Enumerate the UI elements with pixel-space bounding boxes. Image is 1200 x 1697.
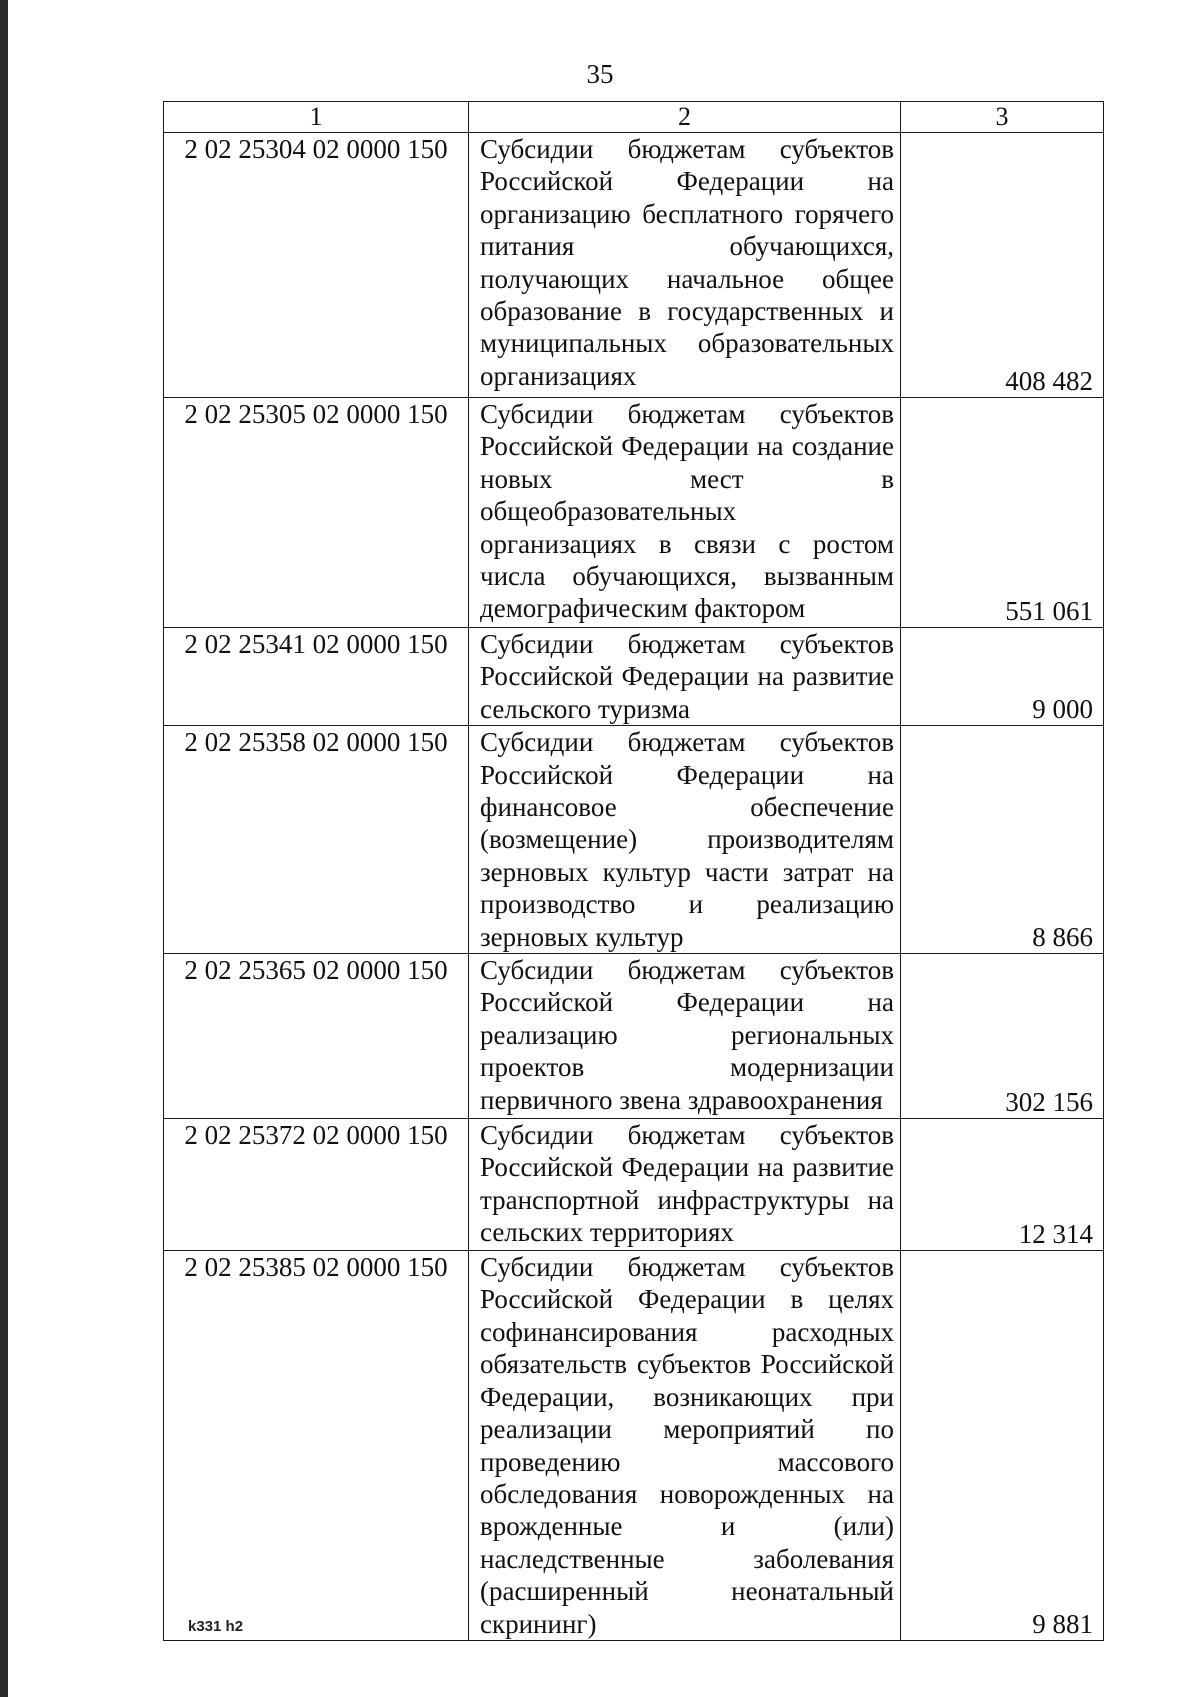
table-row [164,133,1104,398]
budget-code: 2 02 25372 02 0000 150 [164,1119,469,1251]
description-cell [469,1119,901,1251]
scan-edge [0,0,8,1697]
description-text: Субсидии бюджетам субъектов Российской Федерации на создание новых мест в общеобразовательных организациях в связи с ростом числа обучающихся, вызванным демографическим фактором [480,399,894,624]
budget-code: 2 02 25304 02 0000 150 [164,133,469,398]
description-cell [469,954,901,1119]
amount-cell: 551 061 [901,398,1104,628]
amount-cell: 9 000 [901,628,1104,726]
table-row [164,398,1104,628]
description-text: Субсидии бюджетам субъектов Российской Федерации на развитие сельского туризма [480,629,894,724]
budget-code: 2 02 25305 02 0000 150 [164,398,469,628]
budget-code: 2 02 25365 02 0000 150 [164,954,469,1119]
table-row [164,954,1104,1119]
budget-code: 2 02 25341 02 0000 150 [164,628,469,726]
description-text: Субсидии бюджетам субъектов Российской Федерации в целях софинансирования расходных обязательств субъектов Российской Федерации, возникающих при реализации мероприятий по проведению массового обследования новорожденных на врожденные и (или) наследственные заболевания (расширенный неонатальный скрининг) [480,1252,894,1639]
table-header-row [164,102,1104,133]
amount-cell: 8 866 [901,726,1104,954]
description-text: Субсидии бюджетам субъектов Российской Федерации на финансовое обеспечение (возмещение) производителям зерновых культур части затрат на производство и реализацию зерновых культур [480,727,894,952]
amount-cell: 12 314 [901,1119,1104,1251]
description-cell [469,726,901,954]
amount-cell: 9 881 [901,1251,1104,1641]
page-number: 35 [586,59,614,89]
header-col-2: 2 [469,102,901,133]
budget-code: 2 02 25385 02 0000 150 [164,1251,469,1641]
description-text: Субсидии бюджетам субъектов Российской Федерации на организацию бесплатного горячего питания обучающихся, получающих начальное общее образование в государственных и муниципальных образовательных организациях [480,134,894,391]
table-row [164,1119,1104,1251]
amount-cell: 302 156 [901,954,1104,1119]
budget-code: 2 02 25358 02 0000 150 [164,726,469,954]
header-col-1: 1 [164,102,469,133]
description-text: Субсидии бюджетам субъектов Российской Федерации на развитие транспортной инфраструктуры на сельских территориях [480,1120,894,1248]
description-text: Субсидии бюджетам субъектов Российской Федерации на реализацию региональных проектов модернизации первичного звена здравоохранения [480,955,894,1115]
document-footer-code: k331 h2 [188,1618,244,1635]
header-col-3: 3 [901,102,1104,133]
description-cell [469,1251,901,1641]
amount-cell: 408 482 [901,133,1104,398]
description-cell [469,133,901,398]
table-row [164,726,1104,954]
table-row [164,628,1104,726]
budget-table [163,101,1104,1641]
table-row [164,1251,1104,1641]
description-cell [469,628,901,726]
description-cell [469,398,901,628]
